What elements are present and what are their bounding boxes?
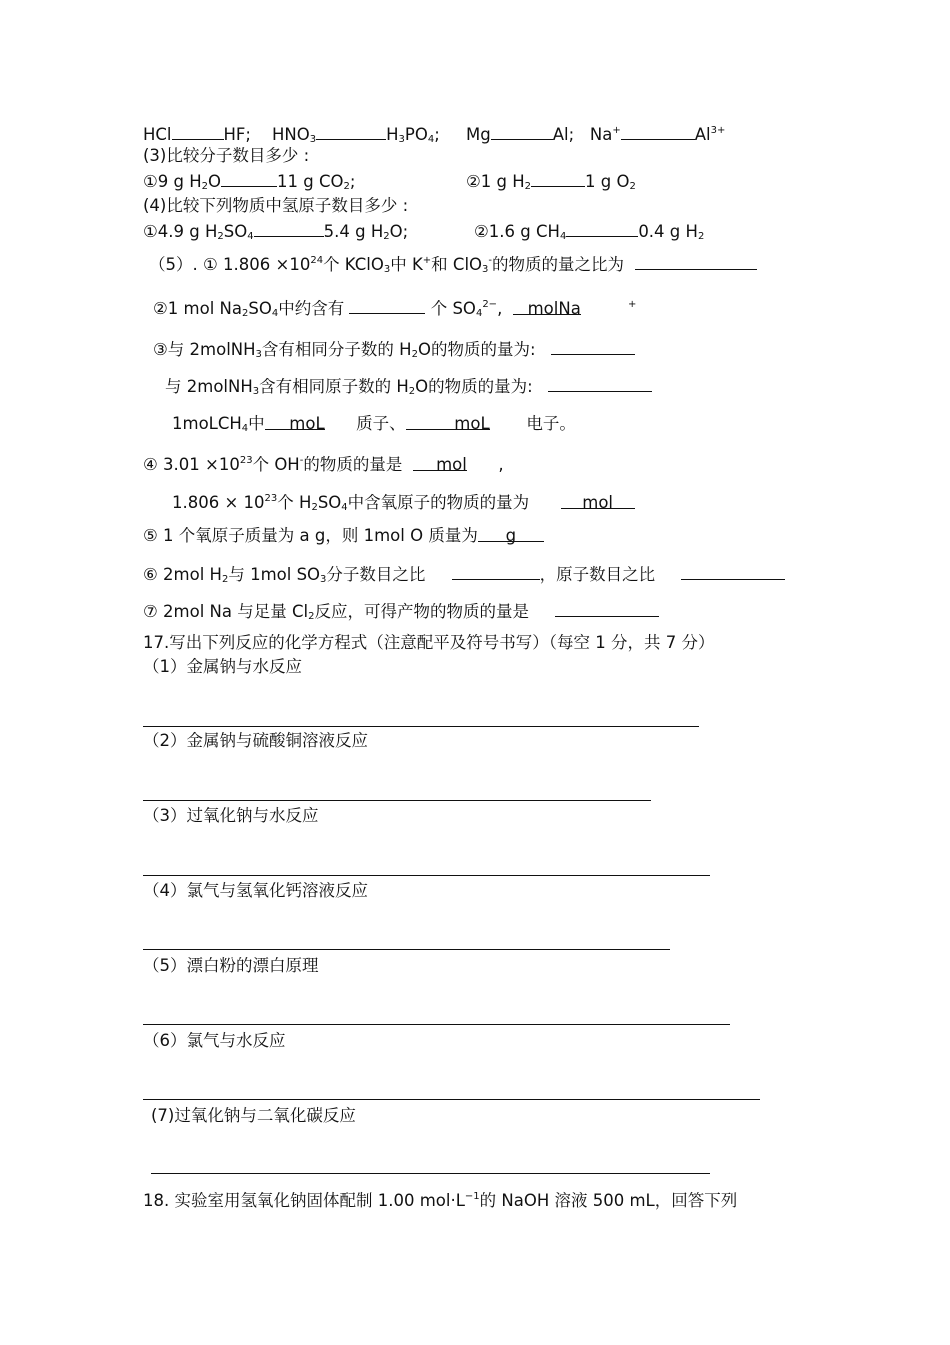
answer-blank[interactable]: mol: [561, 492, 635, 509]
answer-line[interactable]: [143, 949, 670, 950]
compare-molecules-line: ①9 g $H_2O$ 11 g $CO_2$;: [143, 172, 356, 192]
answer-line[interactable]: [143, 1099, 760, 1100]
question-5-3b: 与 2molNH$_3$含有相同原子数的 $H_2O$的物质的量为:: [165, 375, 652, 403]
answer-blank[interactable]: [316, 123, 386, 140]
answer-blank[interactable]: [349, 297, 425, 314]
question-5-6: ⑥ 2mol $H_2$与 1mol $SO_3$分子数目之比 ，原子数目之比: [143, 563, 785, 591]
question-5-7: ⑦ 2mol Na 与足量 $Cl_2$反应，可得产物的物质的量是: [143, 600, 659, 628]
answer-blank[interactable]: [452, 563, 540, 580]
answer-line[interactable]: [151, 1173, 710, 1174]
answer-blank[interactable]: [548, 375, 652, 392]
answer-line[interactable]: [143, 1024, 730, 1025]
answer-blank[interactable]: [491, 123, 553, 140]
reaction-3-label: （3）过氧化钠与水反应: [143, 806, 319, 825]
question-5-3a: ③与 2molNH$_3$含有相同分子数的 $H_2O$的物质的量为:: [153, 338, 635, 366]
answer-line[interactable]: [143, 800, 651, 801]
question-5-4b: $1.806 \times 10^{23}$个 $H_2SO_4$中含氧原子的物质的量为 mol: [172, 488, 635, 519]
answer-blank[interactable]: [221, 170, 277, 187]
answer-blank[interactable]: [566, 220, 638, 237]
answer-blank[interactable]: moL: [406, 413, 490, 430]
answer-blank[interactable]: [681, 563, 785, 580]
answer-blank[interactable]: moL: [265, 413, 325, 430]
section-4-heading: (4)比较下列物质中氢原子数目多少 :: [143, 196, 409, 215]
compare-hydrogen-line: ①4.9 g $H_2SO_4$ 5.4 g $H_2O$;: [143, 222, 409, 242]
answer-line[interactable]: [143, 726, 699, 727]
answer-line[interactable]: [143, 875, 710, 876]
question-18-text: 18. 实验室用氢氧化钠固体配制 1.00 $mol\cdot L^{-1}$的 NaOH 溶液 500 mL，回答下列: [143, 1191, 738, 1210]
compare-acidity-line: HCl HF; $HNO_3$ $H_3PO_4$; Mg Al; Na+ $Al^{3+}$: [143, 125, 726, 145]
reaction-4-label: （4）氯气与氢氧化钙溶液反应: [143, 881, 368, 900]
question-5-1: （5）. ① $1.806 \times 10^{24}$个 KClO$_3$中 K+和 ClO$_3$-的物质的量之比为: [149, 250, 757, 281]
reaction-5-label: （5）漂白粉的漂白原理: [143, 956, 319, 975]
reaction-1-label: （1）金属钠与水反应: [143, 657, 302, 676]
answer-blank[interactable]: [621, 123, 695, 140]
section-3-heading: (3)比较分子数目多少 :: [143, 146, 310, 165]
answer-blank[interactable]: [254, 220, 324, 237]
compare-hydrogen-line-2: ②1.6 g $CH_4$ 0.4 g $H_2$: [474, 222, 705, 242]
answer-blank[interactable]: [172, 123, 224, 140]
reaction-6-label: （6）氯气与水反应: [143, 1031, 286, 1050]
reaction-2-label: （2）金属钠与硫酸铜溶液反应: [143, 731, 368, 750]
answer-blank[interactable]: [551, 338, 635, 355]
question-5-3c: 1moLCH$_4$中 moL 质子、 moL 电子。: [172, 414, 576, 434]
answer-blank[interactable]: [531, 170, 585, 187]
reaction-7-label: (7)过氧化钠与二氧化碳反应: [151, 1106, 356, 1125]
question-5-4a: ④ $3.01 \times 10^{23}$个 OH-的物质的量是 mol ,: [143, 455, 504, 474]
question-5-2: ②1 mol $Na_2SO_4$中约含有 个 $SO_4^{2-}$, molNa +: [153, 299, 637, 319]
compare-molecules-line-2: ②1 g $H_2$ 1 g $O_2$: [466, 172, 636, 192]
answer-blank[interactable]: g: [478, 525, 544, 542]
question-17-heading: 17.写出下列反应的化学方程式（注意配平及符号书写）（每空 1 分，共 7 分）: [143, 633, 715, 652]
answer-blank[interactable]: mol: [413, 454, 467, 471]
answer-blank[interactable]: [555, 600, 659, 617]
answer-blank[interactable]: molNa: [513, 298, 581, 315]
answer-blank[interactable]: [635, 253, 757, 270]
question-5-5: ⑤ 1 个氧原子质量为 a g，则 1mol O 质量为 g: [143, 525, 544, 547]
